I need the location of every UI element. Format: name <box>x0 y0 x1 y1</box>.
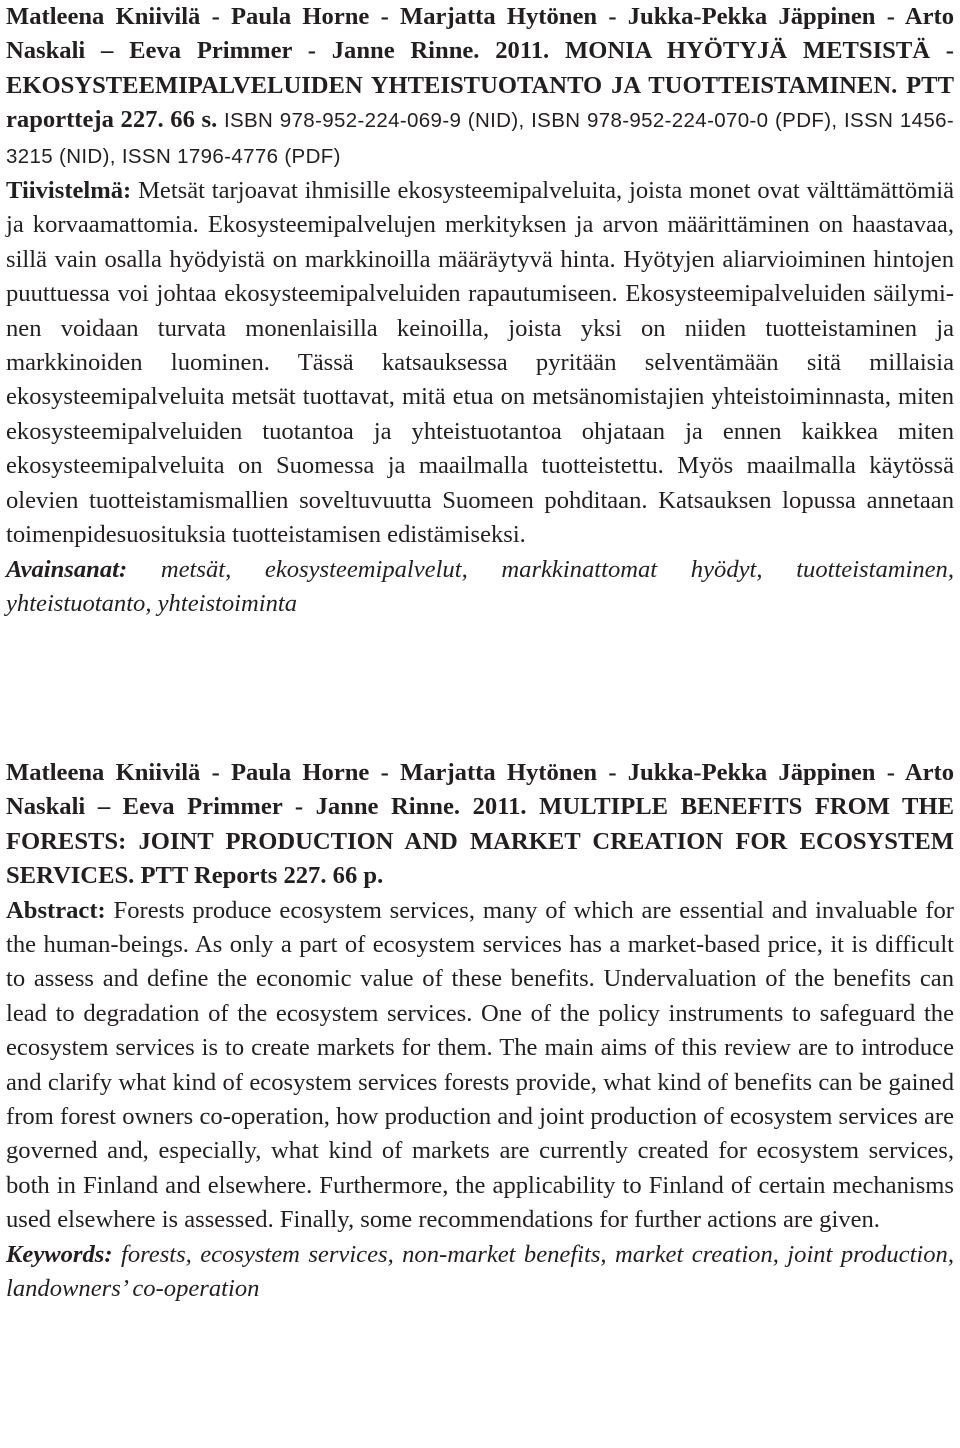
english-abstract-block <box>6 756 954 1307</box>
isbn-info: ISBN 978-952-224-069-9 (NID), ISBN 978-952-224-070-0 (PDF), ISSN 1456-3215 (NID), ISSN 1796-4776 (PDF) <box>6 109 955 168</box>
finnish-abstract-block <box>6 0 954 621</box>
english-abstract-text: Forests produce ecosystem services, many of which are essential and invaluable for the human-beings. As only a part of ecosystem services has a market-based price, it is difficult to assess and define the economic value of these benefits. Undervaluation of the benefits can lead to degradation of the ecosystem services. One of the policy instruments to safeguard the ecosystem services is to create markets for them. The main aims of this review are to introduce and clarify what kind of ecosystem services forests provide, what kind of benefits can be gained from forest owners co-operation, how production and joint production of ecosystem services are governed and, especially, what kind of markets are currently created for ecosystem services, both in Finland and elsewhere. Furthermore, the applicability to Finland of certain mechanisms used elsewhere is assessed. Finally, some recommendations for further actions are given. <box>6 896 954 1234</box>
english-keywords-text: forests, ecosystem services, non-market benefits, market creation, joint production, landowners’ co-operation <box>6 1240 954 1303</box>
finnish-keywords-label: Avainsanat: <box>6 555 128 583</box>
finnish-abstract-label: Tiivistelmä: <box>6 177 132 205</box>
finnish-citation: Matleena Kniivilä - Paula Horne - Marjatta Hytönen - Jukka-Pekka Jäppinen - Arto Naskali – Eeva Primmer - Janne Rinne. 2011. MONIA HYÖTYJÄ METSISTÄ - EKOSYSTEEMIPALVELUIDEN YHTEISTUOTANTO JA TUOTTEISTAMINEN. PTT raportteja 227. 66 s. <box>6 3 954 134</box>
finnish-abstract-text: Metsät tarjoavat ihmisille ekosysteemipalveluita, joista monet ovat välttämättömiä ja korvaamattomia. Ekosysteemipalvelujen merkityksen ja arvon määrittäminen on haastavaa, sillä vain osalla hyödyistä on markkinoilla määräytyvä hinta. Hyötyjen aliarvioiminen hintojen puuttuessa voi johtaa ekosysteemipalveluiden rapautumiseen. Ekosysteemipalveluiden säilyminen voidaan turvata monenlaisilla keinoilla, joista yksi on niiden tuotteistaminen ja markkinoiden luominen. Tässä katsauksessa pyritään selventämään sitä millaisia ekosysteemipalveluita metsät tuottavat, mitä etua on metsänomistajien yhteistoiminnasta, miten ekosysteemipalveluiden tuotantoa ja yhteistuotantoa ohjataan ja ennen kaikkea miten ekosysteemipalveluita on Suomessa ja maailmalla tuotteistettu. Myös maailmalla käytössä olevien tuotteistamismallien soveltuvuutta Suomeen pohditaan. Katsauksen lopussa annetaan toimenpidesuosituksia tuotteistamisen edistämiseksi. <box>6 177 955 549</box>
english-keywords-label: Keywords: <box>6 1240 113 1268</box>
finnish-keywords-text: metsät, ekosysteemipalvelut, markkinattomat hyödyt, tuotteistaminen, yhteistuotanto, yhteistoiminta <box>6 555 954 617</box>
english-citation: Matleena Kniivilä - Paula Horne - Marjatta Hytönen - Jukka-Pekka Jäppinen - Arto Naskali – Eeva Primmer - Janne Rinne. 2011. MULTIPLE BENEFITS FROM THE FORESTS: JOINT PRODUCTION AND MARKET CREATION FOR ECOSYSTEM SERVICES. PTT Reports 227. 66 p. <box>6 759 954 890</box>
english-abstract-label: Abstract: <box>6 896 106 924</box>
